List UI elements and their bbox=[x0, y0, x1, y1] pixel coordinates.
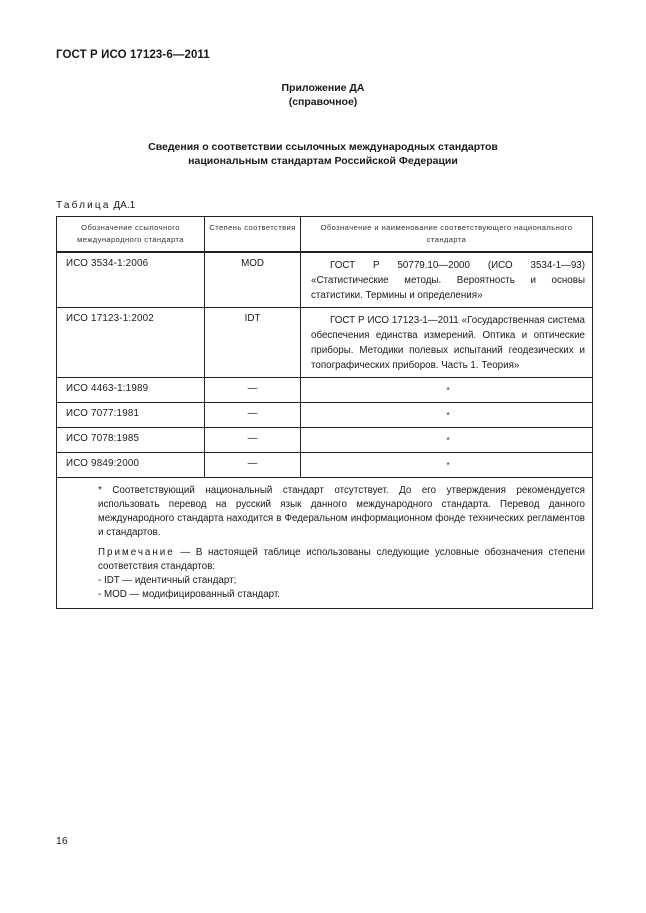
table-row bbox=[57, 453, 593, 478]
cell-degree: — bbox=[205, 428, 301, 453]
table-row bbox=[57, 252, 593, 308]
table-label-word: Таблица bbox=[56, 200, 111, 211]
section-heading-line-1: Сведения о соответствии ссылочных международных стандартов bbox=[148, 141, 498, 153]
cell-international-standard: ИСО 7077:1981 bbox=[57, 403, 205, 428]
cell-international-standard: ИСО 17123-1:2002 bbox=[57, 308, 205, 378]
table-label-number: ДА.1 bbox=[113, 200, 136, 211]
cell-national-standard: * bbox=[301, 403, 593, 428]
cell-international-standard: ИСО 4463-1:1989 bbox=[57, 378, 205, 403]
appendix-title: Приложение ДА bbox=[281, 82, 365, 94]
header-international-standard: Обозначение ссылочного международного стандарта bbox=[57, 217, 205, 253]
cell-national-standard: ГОСТ Р 50779.10—2000 (ИСО 3534-1—93) «Статистические методы. Вероятность и основы статистики. Термины и определения» bbox=[301, 252, 593, 308]
cell-degree: — bbox=[205, 378, 301, 403]
appendix-kind: (справочное) bbox=[288, 96, 358, 108]
page-number: 16 bbox=[56, 835, 68, 847]
cell-national-standard: * bbox=[301, 428, 593, 453]
header-degree-of-correspondence: Степень соответствия bbox=[205, 217, 301, 253]
table-header-row bbox=[57, 217, 593, 253]
table-row bbox=[57, 378, 593, 403]
table-row bbox=[57, 308, 593, 378]
table-row bbox=[57, 403, 593, 428]
standards-correspondence-table bbox=[56, 216, 593, 609]
footnote-text: * Соответствующий национальный стандарт отсутствует. До его утверждения рекомендуется использовать перевод на русский язык данного международного стандарта. Перевод данного международного стандарта находится в Федеральном информационном фонде технических регламентов и стандартов. bbox=[98, 485, 585, 538]
cell-national-standard: * bbox=[301, 378, 593, 403]
cell-degree: — bbox=[205, 403, 301, 428]
note-item-idt: - IDT — идентичный стандарт; bbox=[98, 575, 237, 586]
table-footnote-cell bbox=[57, 478, 593, 609]
cell-international-standard: ИСО 9849:2000 bbox=[57, 453, 205, 478]
cell-national-standard: ГОСТ Р ИСО 17123-1—2011 «Государственная система обеспечения единства измерений. Оптика и оптические приборы. Методики полевых испытаний геодезических и топографических приборов. Часть 1. Теория» bbox=[301, 308, 593, 378]
cell-degree: IDT bbox=[205, 308, 301, 378]
cell-degree: — bbox=[205, 453, 301, 478]
table-footnote-row bbox=[57, 478, 593, 609]
note-paragraph bbox=[62, 546, 585, 574]
cell-international-standard: ИСО 7078:1985 bbox=[57, 428, 205, 453]
table-row bbox=[57, 428, 593, 453]
header-national-standard: Обозначение и наименование соответствующего национального стандарта bbox=[301, 217, 593, 253]
section-heading-line-2: национальным стандартам Российской Федерации bbox=[188, 155, 458, 167]
note-item-mod: - MOD — модифицированный стандарт. bbox=[98, 589, 281, 600]
note-text: — В настоящей таблице использованы следующие условные обозначения степени соответствия стандартов: bbox=[98, 547, 585, 572]
document-code: ГОСТ Р ИСО 17123-6—2011 bbox=[56, 49, 210, 61]
cell-international-standard: ИСО 3534-1:2006 bbox=[57, 252, 205, 308]
cell-national-standard: * bbox=[301, 453, 593, 478]
note-word: Примечание bbox=[98, 547, 175, 558]
cell-degree: MOD bbox=[205, 252, 301, 308]
table-label bbox=[56, 200, 135, 211]
